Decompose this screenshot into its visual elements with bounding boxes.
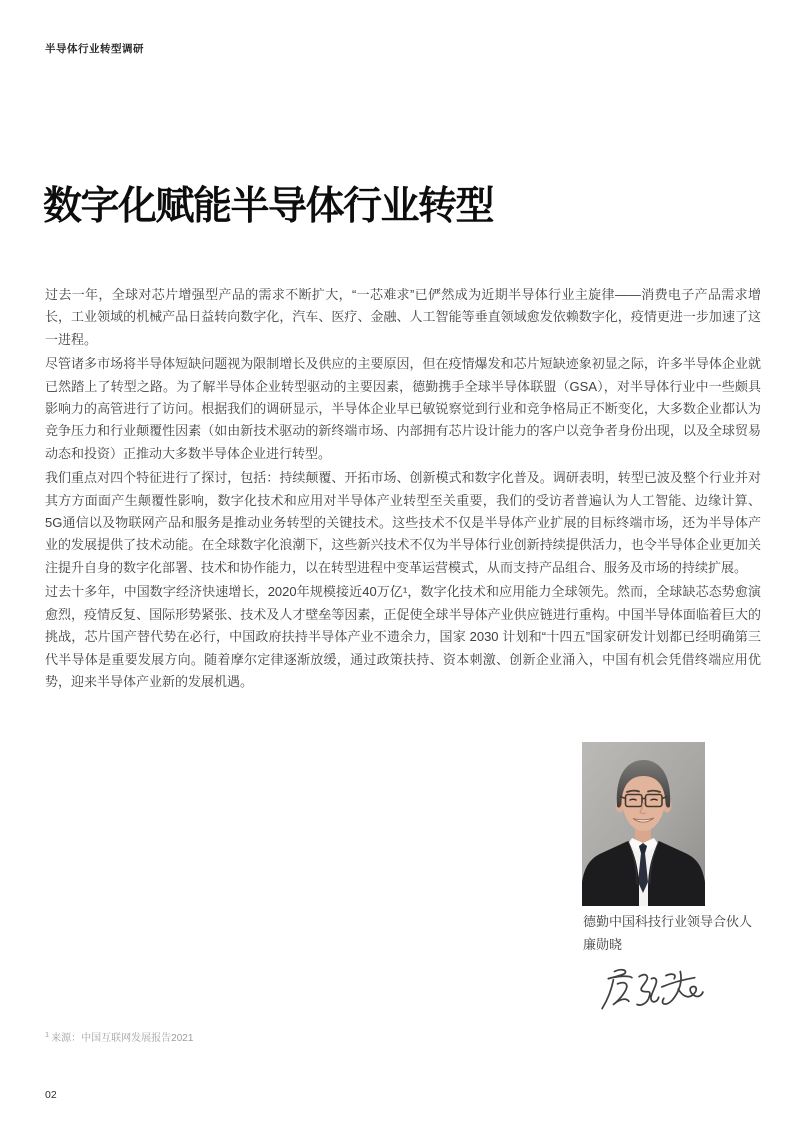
paragraph-4: 过去十多年，中国数字经济快速增长，2020年规模接近40万亿¹，数字化技术和应用能力全球领先。然而，全球缺芯态势愈演愈烈，疫情反复、国际形势紧张、技术及人才壁垒等因素，正促使全球半导体产业供应链进行重构。中国半导体面临着巨大的挑战，芯片国产替代势在必行，中国政府扶持半导体产业不遗余力，国家 2030 计划和“十四五”国家研发计划都已经明确第三代半导体是重要发展方向。随着摩尔定律逐渐放缓，通过政策扶持、资本刺激、创新企业涌入，中国有机会凭借终端应用优势，迎来半导体产业新的发展机遇。: [45, 584, 761, 689]
article-title: 数字化赋能半导体行业转型: [43, 185, 494, 228]
running-header: 半导体行业转型调研: [45, 43, 144, 55]
portrait-image: [582, 742, 705, 906]
page-number: 02: [45, 1089, 57, 1101]
footnote: [45, 1028, 193, 1046]
author-caption: [583, 910, 752, 956]
paragraph-2: 尽管诸多市场将半导体短缺问题视为限制增长及供应的主要原因，但在疫情爆发和芯片短缺迹象初显之际，许多半导体企业就已然踏上了转型之路。为了解半导体企业转型驱动的主要因素，德勤携手全球半导体联盟（GSA），对半导体行业中一些颇具影响力的高管进行了访问。根据我们的调研显示，半导体企业早已敏锐察觉到行业和竞争格局正不断变化，大多数企业都认为竞争压力和行业颠覆性因素（如由新技术驱动的新终端市场、内部拥有芯片设计能力的客户以竞争者身份出现，以及全球贸易动态和投资）正推动大多数半导体企业进行转型。: [45, 356, 761, 461]
footnote-marker: 1: [45, 1030, 50, 1039]
author-name: 廉勋晓: [583, 937, 623, 952]
paragraph-3: 我们重点对四个特征进行了探讨，包括：持续颠覆、开拓市场、创新模式和数字化普及。调研表明，转型已波及整个行业并对其方方面面产生颠覆性影响，数字化技术和应用对半导体产业转型至关重要，我们的受访者普遍认为人工智能、边缘计算、5G通信以及物联网产品和服务是推动业务转型的关键技术。这些技术不仅是半导体产业扩展的目标终端市场，还为半导体产业的发展提供了技术动能。在全球数字化浪潮下，这些新兴技术不仅为半导体行业创新持续提供活力，也令半导体企业更加关注提升自身的数字化部署、技术和协作能力，以在转型进程中变革运营模式，从而支持产品组合、服务及市场的持续扩展。: [45, 470, 761, 575]
author-signature: [598, 962, 706, 1016]
author-role: 德勤中国科技行业领导合伙人: [583, 914, 753, 929]
article-body: [45, 284, 761, 695]
author-photo: [582, 742, 705, 906]
signature-image: [598, 962, 706, 1016]
footnote-text: 来源：中国互联网发展报告2021: [51, 1033, 194, 1044]
paragraph-1: 过去一年，全球对芯片增强型产品的需求不断扩大，“一芯难求”已俨然成为近期半导体行业主旋律——消费电子产品需求增长，工业领域的机械产品日益转向数字化，汽车、医疗、金融、人工智能等垂直领域愈发依赖数字化，疫情更进一步加速了这一进程。: [45, 287, 761, 347]
